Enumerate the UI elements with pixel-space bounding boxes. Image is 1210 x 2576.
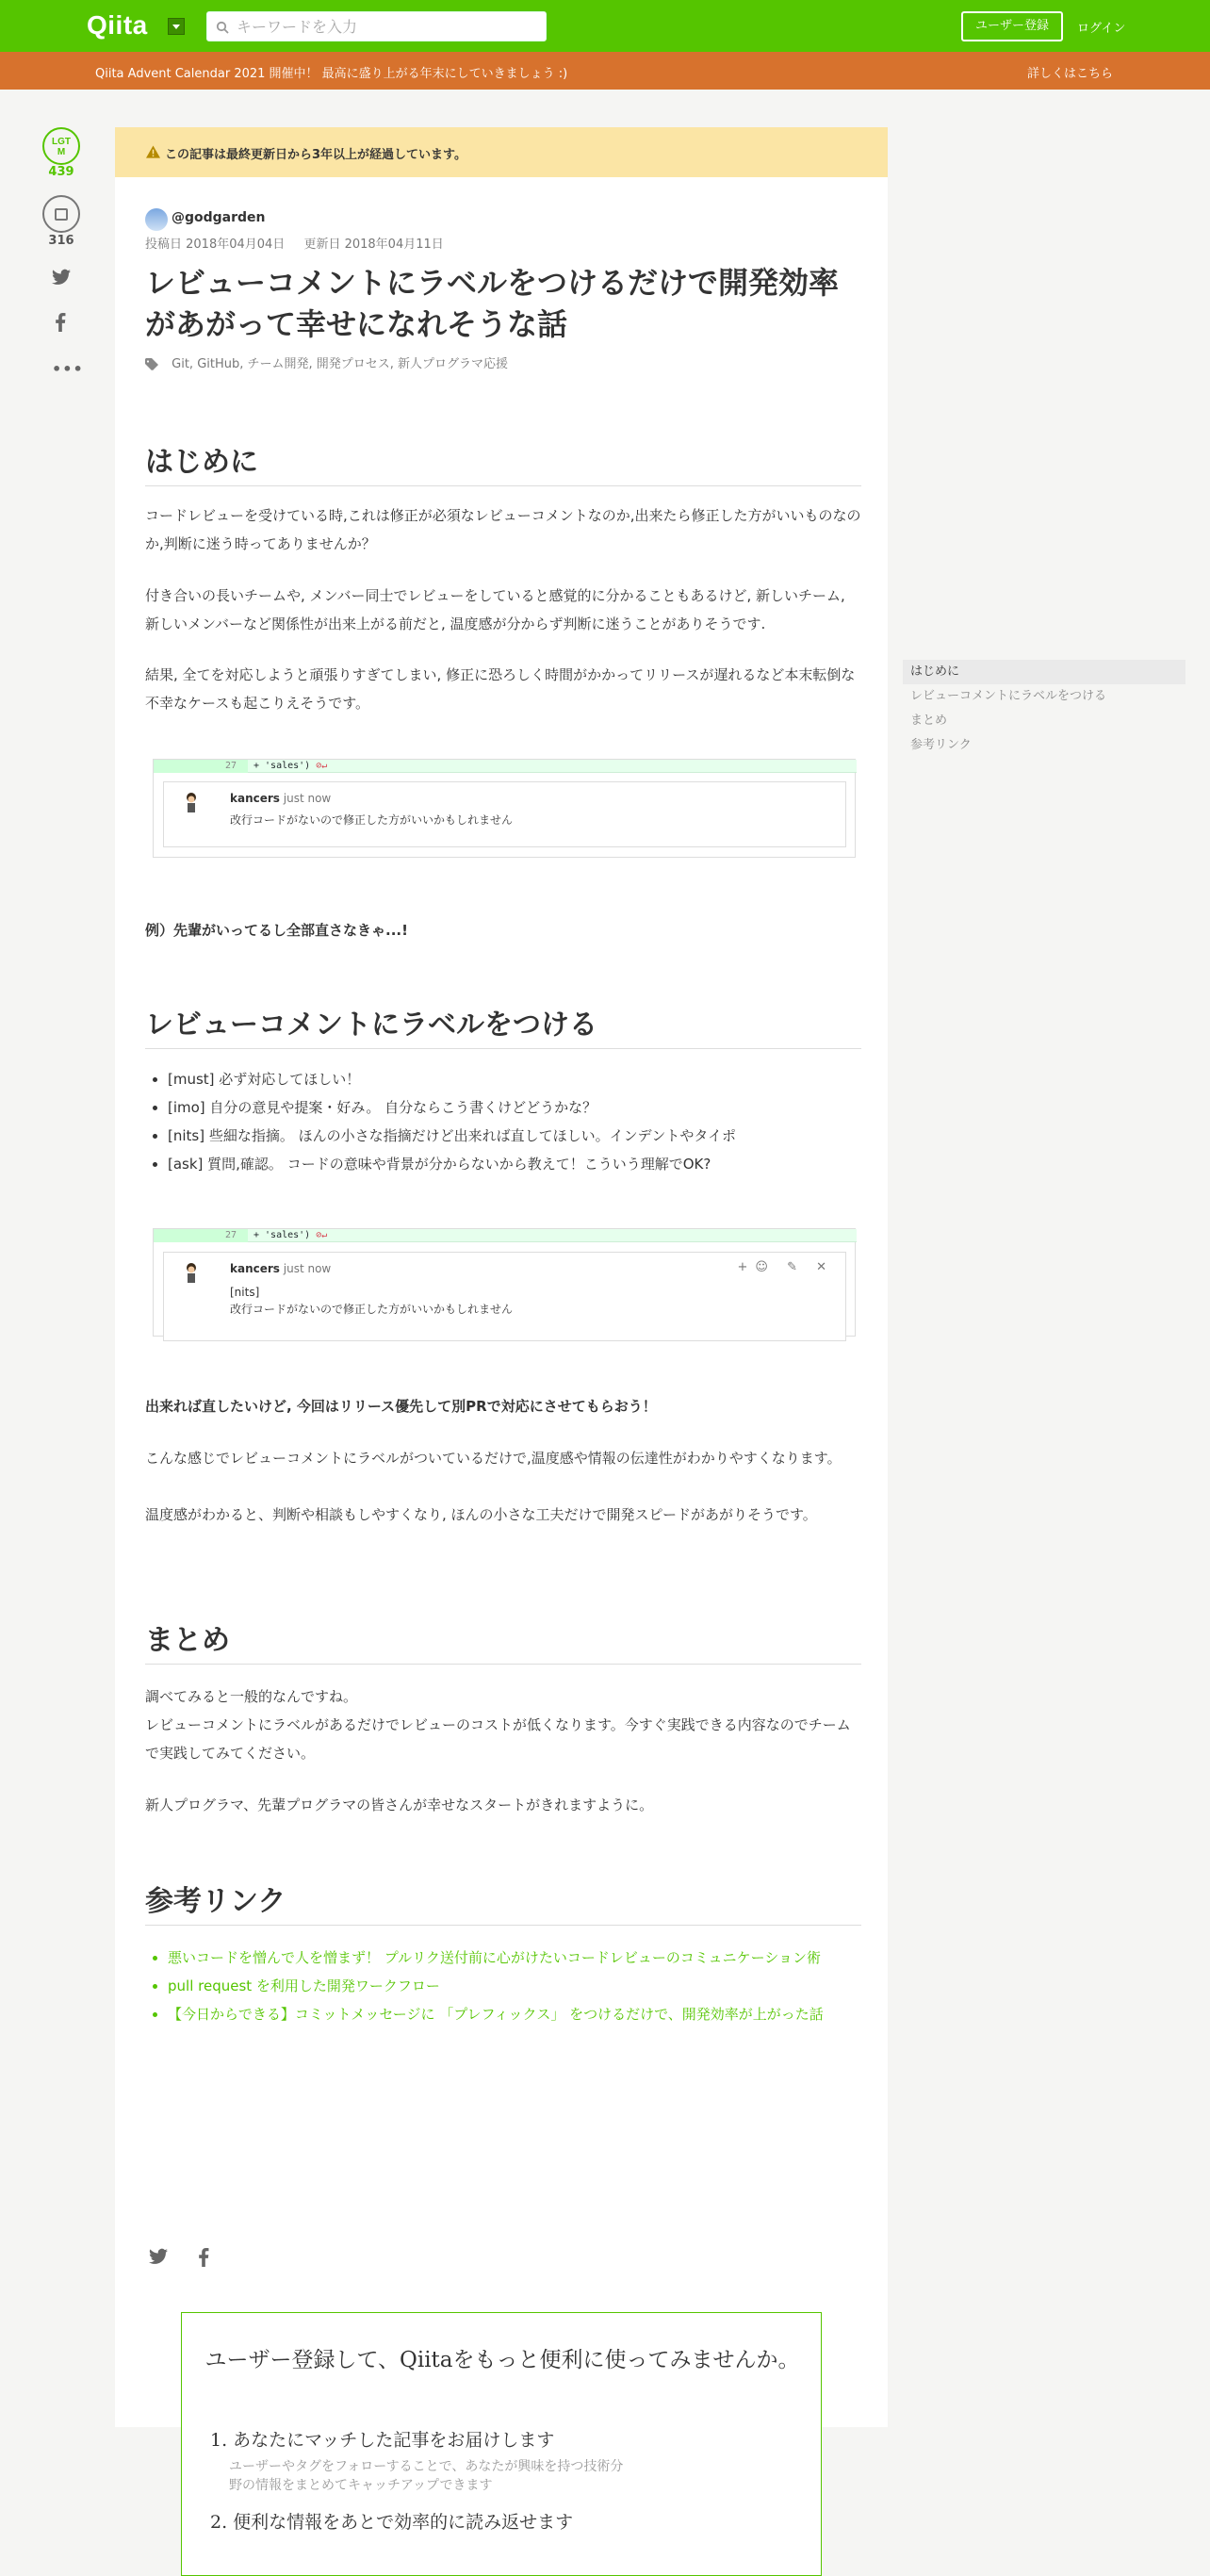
article-title: レビューコメントにラベルをつけるだけで開発効率があがって幸せになれそうな話 xyxy=(145,265,840,342)
reference-links xyxy=(168,1944,856,2028)
chevron-down-icon[interactable] xyxy=(168,18,185,35)
signup-button[interactable]: ユーザー登録 xyxy=(961,11,1063,41)
outdated-warning xyxy=(115,127,888,177)
commenter-avatar xyxy=(183,1262,200,1287)
code-line: + 'sales') ⊘↵ xyxy=(253,761,328,771)
review-comment xyxy=(163,1252,846,1341)
code-line: + 'sales') ⊘↵ xyxy=(253,1230,328,1240)
table-of-contents xyxy=(903,660,1185,758)
updated-date: 更新日 2018年04月11日 xyxy=(303,238,444,252)
more-icon[interactable]: ••• xyxy=(52,360,84,378)
benefit-item xyxy=(210,2426,794,2495)
article-dates xyxy=(145,234,459,252)
twitter-icon[interactable] xyxy=(52,269,71,289)
stock-icon xyxy=(55,208,68,221)
signup-promo-title: ユーザー登録して、Qiitaをもっと便利に使ってみませんか。 xyxy=(204,2348,800,2372)
reference-link[interactable]: • 悪いコードを憎んで人を憎まず！ プルリク送付前に心がけたいコードレビューのコミュニケーション術 xyxy=(168,1944,856,1972)
twitter-icon[interactable] xyxy=(149,2248,168,2269)
paragraph: レビューコメントにラベルがあるだけでレビューのコストが低くなります。今すぐ実践できる内容なのでチームで実践してみてください。 xyxy=(145,1716,851,1762)
review-screenshot xyxy=(153,759,856,858)
toc-item[interactable]: まとめ xyxy=(910,714,948,728)
caption: 出来れば直したいけど, 今回はリリース優先して別PRで対応にさせてもらおう！ xyxy=(145,1398,657,1415)
signup-promo xyxy=(181,2312,822,2576)
paragraph: 温度感がわかると、判断や相談もしやすくなり, ほんの小さな工夫だけで開発スピードがあがりそうです。 xyxy=(145,1506,817,1523)
benefit-description: ユーザーやタグをフォローすることで、あなたが興味を持つ技術分野の情報をまとめてキャッチアップできます xyxy=(229,2459,624,2493)
comment-label: [nits] xyxy=(230,1286,260,1299)
paragraph: 結果, 全てを対応しようと頑張りすぎてしまい, 修正に恐ろしく時間がかかってリリースが遅れるなど本末転倒な不幸なケースも起こりえそうです。 xyxy=(145,666,856,712)
warning-icon xyxy=(146,145,160,158)
list-item: • [imo] 自分の意見や提案・好み。 自分ならこう書くけどどうかな？ xyxy=(168,1093,856,1122)
announcement-text: Qiita Advent Calendar 2021 開催中！ 最高に盛り上がる年末にしていきましょう :) xyxy=(95,67,568,81)
line-number: 27 xyxy=(154,1229,248,1242)
posted-date: 投稿日 2018年04月04日 xyxy=(145,238,286,252)
list-item: • [ask] 質問,確認。 コードの意味や背景が分からないから教えて！こういう理解でOK? xyxy=(168,1150,856,1178)
announcement-link[interactable]: 詳しくはこちら xyxy=(1027,67,1114,81)
lgtm-button[interactable] xyxy=(42,127,80,165)
tags[interactable]: Git, GitHub, チーム開発, 開発プロセス, 新人プログラマ応援 xyxy=(172,357,509,371)
facebook-icon[interactable] xyxy=(198,2248,209,2271)
top-bar xyxy=(0,0,1210,52)
lgtm-icon: LGTM xyxy=(52,137,71,157)
review-comment xyxy=(163,781,846,847)
reference-link[interactable]: • 【今日からできる】コミットメッセージに 「プレフィックス」 をつけるだけで、開発効率が上がった話 xyxy=(168,2000,856,2028)
comment-tools[interactable]: +☺ ✎ ✕ xyxy=(737,1260,834,1274)
benefit-heading: 2. 便利な情報をあとで効率的に読み返せます xyxy=(210,2512,574,2533)
comment-text: 改行コードがないので修正した方がいいかもしれません xyxy=(230,813,514,827)
comment-author: kancers just now xyxy=(230,1262,332,1275)
facebook-icon[interactable] xyxy=(55,313,66,336)
author-avatar[interactable] xyxy=(145,208,168,231)
search-box[interactable] xyxy=(206,11,547,41)
tag-list xyxy=(145,353,508,371)
login-link[interactable]: ログイン xyxy=(1077,22,1126,36)
article xyxy=(115,127,888,2533)
tags-icon xyxy=(145,358,162,371)
review-screenshot xyxy=(153,1228,856,1337)
toc-item[interactable]: 参考リンク xyxy=(910,738,972,752)
paragraph: こんな感じでレビューコメントにラベルがついているだけで,温度感や情報の伝達性がわかりやすくなります。 xyxy=(145,1450,842,1467)
list-item: • [must] 必ず対応してほしい！ xyxy=(168,1065,856,1093)
search-input[interactable] xyxy=(237,16,538,37)
paragraph: 調べてみると一般的なんですね。 xyxy=(145,1688,358,1705)
search-icon xyxy=(216,21,229,34)
list-item: • [nits] 些細な指摘。 ほんの小さな指摘だけど出来れば直してほしい。インデントやタイポ xyxy=(168,1122,856,1150)
diff-line xyxy=(154,760,857,773)
heading-summary: まとめ xyxy=(145,1616,861,1665)
toc-item[interactable]: はじめに xyxy=(903,660,1185,684)
line-number: 27 xyxy=(154,760,248,773)
caption: 例）先輩がいってるし全部直さなきゃ...! xyxy=(145,922,408,939)
qiita-logo[interactable]: Qiita xyxy=(87,10,148,40)
label-list xyxy=(168,1065,856,1178)
paragraph: 新人プログラマ、先輩プログラマの皆さんが幸せなスタートがきれますように。 xyxy=(145,1797,654,1813)
lgtm-count: 439 xyxy=(48,165,74,179)
announcement-bar xyxy=(0,52,1210,90)
diff-line xyxy=(154,1229,857,1242)
author-name[interactable]: @godgarden xyxy=(172,210,266,225)
commenter-avatar xyxy=(183,792,200,816)
paragraph: コードレビューを受けている時,これは修正が必須なレビューコメントなのか,出来たら修正した方がいいものなのか,判断に迷う時ってありませんか？ xyxy=(145,507,861,552)
comment-text: 改行コードがないので修正した方がいいかもしれません xyxy=(230,1303,514,1316)
benefit-item xyxy=(210,2508,794,2534)
comment-author: kancers just now xyxy=(230,792,332,805)
stock-button[interactable] xyxy=(42,195,80,233)
reference-link[interactable]: • pull request を利用した開発ワークフロー xyxy=(168,1972,856,2000)
paragraph: 付き合いの長いチームや, メンバー同士でレビューをしていると感覚的に分かることもあるけど, 新しいチーム, 新しいメンバーなど関係性が出来上がる前だと, 温度感が分からず判断に迷うことがありそうです. xyxy=(145,587,845,632)
benefit-heading: 1. あなたにマッチした記事をお届けします xyxy=(210,2430,555,2451)
heading-intro: はじめに xyxy=(145,438,861,486)
heading-references: 参考リンク xyxy=(145,1878,861,1926)
heading-labels: レビューコメントにラベルをつける xyxy=(145,1001,861,1049)
signup-benefits xyxy=(210,2426,794,2547)
toc-item[interactable]: レビューコメントにラベルをつける xyxy=(910,689,1107,703)
stock-count: 316 xyxy=(48,234,74,248)
warning-text: この記事は最終更新日から3年以上が経過しています。 xyxy=(165,148,467,162)
